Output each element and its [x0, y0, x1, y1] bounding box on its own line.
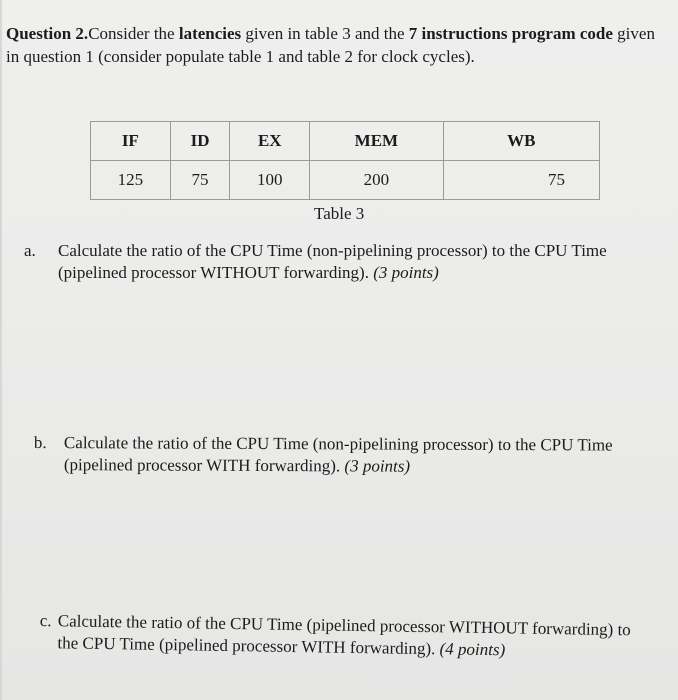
header-cell-ex: EX — [230, 122, 310, 161]
table-caption: Table 3 — [314, 204, 365, 223]
part-b — [33, 432, 634, 476]
table-value-row — [91, 161, 600, 200]
header-cell-mem: MEM — [310, 122, 444, 161]
part-b-points: (3 points) — [344, 456, 411, 476]
question-label: Question 2. — [6, 24, 89, 43]
value-cell-ex: 100 — [230, 161, 310, 200]
question-keyword-instructions: 7 instructions program code — [408, 24, 613, 43]
part-c-question: Calculate the ratio of the CPU Time (pipelined processor WITHOUT forwarding) to the CPU Time (pipelined processor WITH forwarding). — [57, 611, 631, 659]
part-c — [39, 610, 650, 660]
part-a-marker: a. — [24, 241, 36, 260]
part-a-points: (3 points) — [373, 263, 439, 282]
value-cell-id: 75 — [170, 161, 230, 200]
value-cell-mem: 200 — [310, 161, 444, 200]
part-b-marker: b. — [33, 433, 47, 453]
question-text-3: given in question 1 (consider populate table 1 and table 2 for clock cycles). — [6, 24, 655, 66]
value-cell-if: 125 — [91, 161, 171, 200]
table-header-row — [91, 122, 600, 161]
question-text-2: given in table 3 and the — [241, 24, 409, 43]
part-a-text — [58, 240, 638, 284]
page-edge — [0, 0, 2, 700]
part-a-question: Calculate the ratio of the CPU Time (non-pipelining processor) to the CPU Time (pipelined processor WITHOUT forwarding). — [58, 241, 607, 282]
part-b-text — [64, 432, 634, 478]
header-cell-if: IF — [91, 122, 171, 161]
header-cell-wb: WB — [443, 122, 599, 161]
part-c-marker: c. — [39, 610, 52, 631]
question-text-1: Consider the — [88, 24, 179, 43]
part-b-question: Calculate the ratio of the CPU Time (non-pipelining processor) to the CPU Time (pipelined processor WITH forwarding). — [63, 433, 613, 476]
part-c-text — [57, 610, 648, 663]
question-keyword-latencies: latencies — [178, 24, 242, 43]
latency-table — [90, 121, 600, 200]
question-statement — [6, 22, 666, 68]
value-cell-wb: 75 — [443, 161, 599, 200]
part-c-points: (4 points) — [439, 639, 506, 660]
header-cell-id: ID — [170, 122, 230, 161]
